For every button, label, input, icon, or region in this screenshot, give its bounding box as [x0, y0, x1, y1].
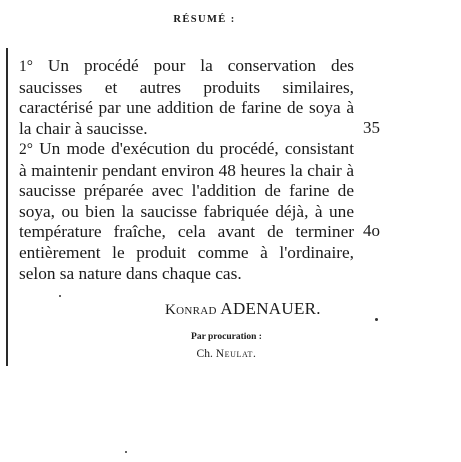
line-number-40: 4o	[363, 221, 380, 240]
claim-paragraph-1	[19, 56, 354, 139]
proxy-name-prefix: Ch.	[196, 348, 213, 360]
section-heading: RÉSUMÉ :	[173, 14, 236, 25]
line-number-35: 35	[363, 118, 380, 137]
proxy-label: Par procuration :	[191, 332, 262, 342]
print-speck	[375, 318, 378, 321]
margin-rule	[6, 48, 8, 366]
claim-text-2: Un mode d'exécution du procédé, consistant à maintenir pendant environ 48 heures la chair à saucisse préparée avec l'addition de farine de soya, ou bien la saucisse fabriquée déjà, à une température fraîche, cela avant de terminer entièrement le produit comme à l'ordinaire, selon sa nature dans chaque cas.	[19, 139, 354, 283]
print-speck	[59, 295, 61, 297]
claim-number-2: 2°	[19, 141, 33, 158]
claim-text-1: Un procédé pour la conservation des saucisses et autres produits similaires, caractérisé par une addition de farine de soya à la chair à saucisse.	[19, 56, 355, 138]
claim-paragraph-2	[19, 139, 354, 284]
signature	[165, 299, 321, 319]
signature-surname: ADENAUER.	[220, 299, 321, 318]
claim-number-1: 1°	[19, 58, 33, 75]
print-speck	[125, 451, 127, 453]
proxy-name	[0, 348, 457, 360]
signature-given-name: Konrad	[165, 302, 217, 318]
proxy-name-surname: Neulat.	[215, 348, 257, 360]
